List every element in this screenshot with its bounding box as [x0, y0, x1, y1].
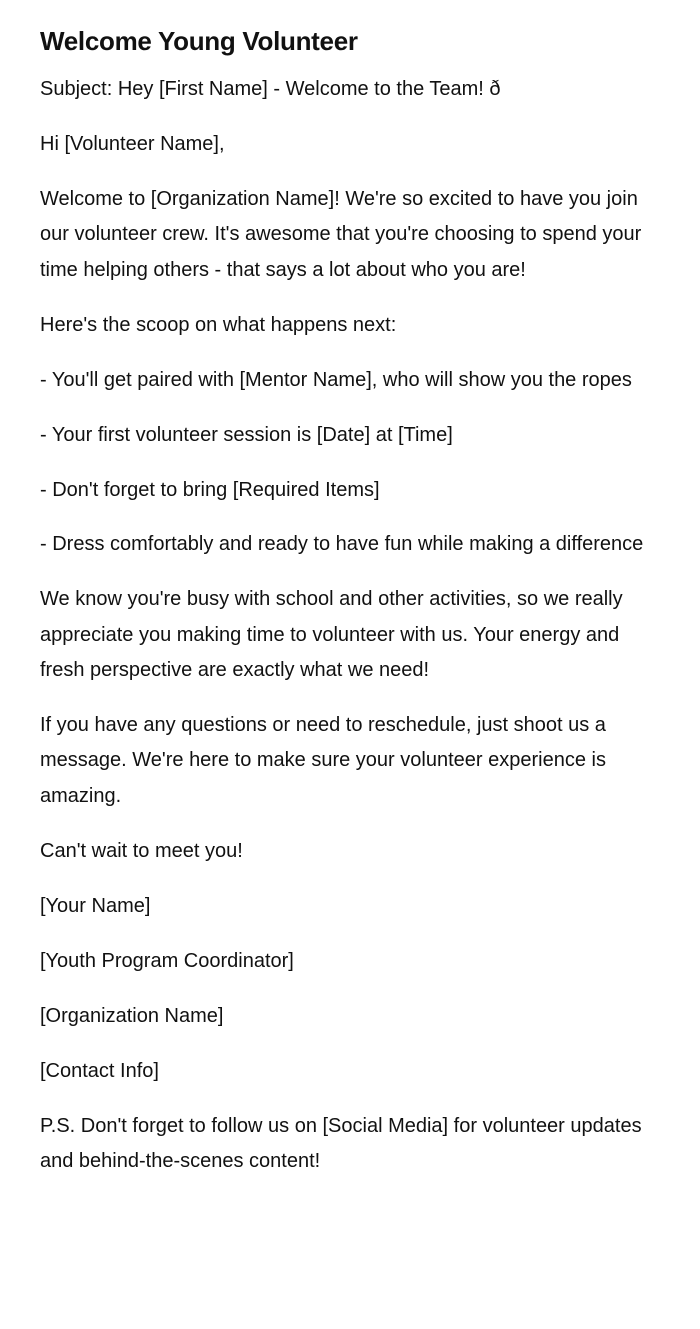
signature-title: [Youth Program Coordinator] — [40, 949, 294, 972]
list-item: - Don't forget to bring [Required Items] — [40, 478, 380, 501]
signature-contact: [Contact Info] — [40, 1059, 159, 1082]
postscript: P.S. Don't forget to follow us on [Social Media] for volunteer updates and behind-the-scenes content! — [40, 1114, 642, 1172]
closing: Can't wait to meet you! — [40, 839, 243, 862]
intro-paragraph: Welcome to [Organization Name]! We're so excited to have you join our volunteer crew. It's awesome that you're choosing to spend your time helping others - that says a lot about who you are! — [40, 187, 642, 281]
subject-line: Subject: Hey [First Name] - Welcome to the Team! ð — [40, 78, 549, 100]
document-title: Welcome Young Volunteer — [40, 26, 358, 56]
list-item: - Dress comfortably and ready to have fun while making a difference — [40, 533, 644, 556]
appreciation-paragraph: We know you're busy with school and other activities, so we really appreciate you making time to volunteer with us. Your energy and fresh perspective are exactly what we need! — [40, 588, 623, 682]
next-steps-heading: Here's the scoop on what happens next: — [40, 313, 397, 336]
questions-paragraph: If you have any questions or need to reschedule, just shoot us a message. We're here to make sure your volunteer experience is amazing. — [40, 714, 606, 807]
signature-organization: [Organization Name] — [40, 1004, 224, 1027]
greeting: Hi [Volunteer Name], — [40, 132, 225, 155]
signature-name: [Your Name] — [40, 894, 151, 917]
list-item: - You'll get paired with [Mentor Name], who will show you the ropes — [40, 368, 632, 391]
list-item: - Your first volunteer session is [Date] at [Time] — [40, 423, 453, 446]
